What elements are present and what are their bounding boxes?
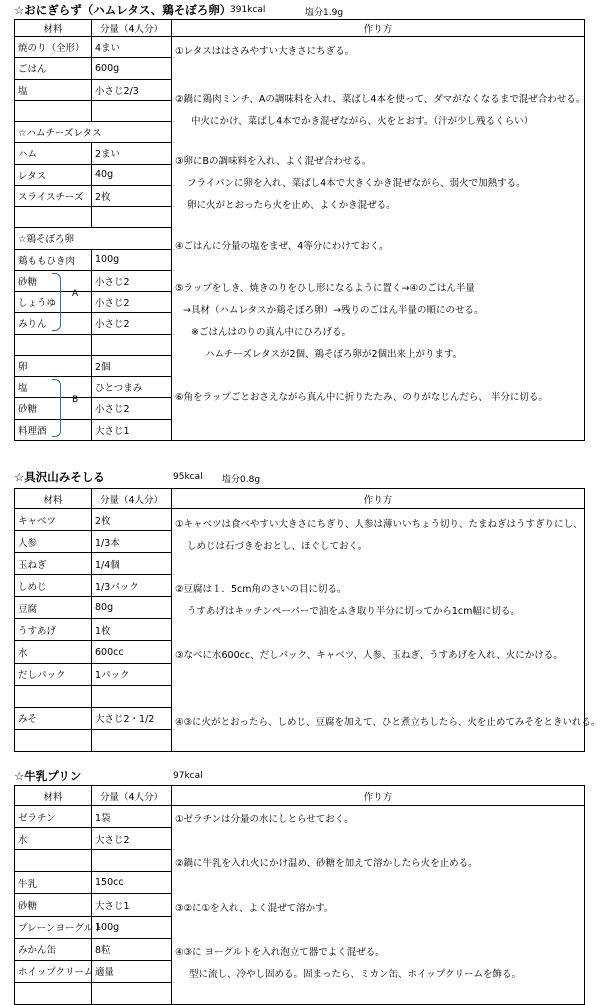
ingredient-amount: 80g <box>92 597 172 619</box>
subsection-title: ☆ハムチーズレタス <box>15 122 172 143</box>
ingredient-name <box>15 850 92 872</box>
ingredient-row <box>15 37 585 58</box>
header-method: 作り方 <box>172 786 585 806</box>
ingredient-name <box>15 334 92 355</box>
method-step: ⑤ラップをしき、焼きのりをひし形になるように置く→④のごはん半量 <box>175 283 475 294</box>
ingredient-name: レタス <box>15 164 92 185</box>
ingredient-row <box>15 806 585 828</box>
ingredient-name: うすあげ <box>15 619 92 641</box>
method-step: ※ごはんはのりの真ん中にひろげる。 <box>191 327 351 338</box>
method-step: ⑥角をラップごとおさえながら真ん中に折りたたみ、のりがなじんだら、 半分に切る。 <box>175 392 548 403</box>
ingredient-name: みそ <box>15 707 92 729</box>
ingredient-amount: 40g <box>92 164 172 185</box>
method-step: 中火にかけ、菜ばし4本でかき混ぜながら、火をとおす。（汁が少し残るくらい） <box>191 116 534 127</box>
ingredient-amount: 2まい <box>92 143 172 164</box>
seasoning-brace <box>52 273 61 331</box>
ingredient-name: しょうゆ <box>15 292 92 313</box>
ingredient-amount: 大さじ2 <box>92 828 172 850</box>
method-step: 型に流し、冷やし固める。固まったら、ミカン缶、ホイップクリームを飾る。 <box>189 969 522 980</box>
ingredient-name: 塩 <box>15 79 92 100</box>
ingredient-amount: 1パック <box>92 663 172 685</box>
ingredient-amount: 大さじ2・1/2 <box>92 707 172 729</box>
method-step: ハムチーズレタスが2個、鶏そぼろ卵が2個出来上がります。 <box>205 349 463 360</box>
recipe-table <box>14 488 600 752</box>
ingredient-amount: 600cc <box>92 641 172 663</box>
ingredient-name: 牛乳 <box>15 872 92 894</box>
ingredient-amount <box>92 982 172 1004</box>
ingredient-name: キャベツ <box>15 509 92 531</box>
kcal-label: 97kcal <box>173 771 203 781</box>
method-step: 卵に火がとおったら火を止め、よくかき混ぜる。 <box>187 200 396 211</box>
salt-label: 塩分0.8g <box>222 475 261 485</box>
ingredient-amount: 100g <box>92 916 172 938</box>
recipe-title: ☆具沢山みそしる <box>14 470 105 484</box>
ingredient-amount: 1/4個 <box>92 553 172 575</box>
ingredient-name: しめじ <box>15 575 92 597</box>
method-step: ③なべに水600cc、だしパック、キャベツ、人参、玉ねぎ、うすあげを入れ、火にかける。 <box>175 650 563 661</box>
ingredient-name: だしパック <box>15 663 92 685</box>
method-step: ②豆腐は１．5cm角のさいの目に切る。 <box>175 584 347 595</box>
ingredient-amount <box>92 334 172 355</box>
ingredient-name: ゼラチン <box>15 806 92 828</box>
method-step: フライパンに卵を入れ、菜ばし4本で大きくかき混ぜながら、弱火で加熱する。 <box>187 178 526 189</box>
ingredient-amount <box>92 729 172 751</box>
recipe-title: ☆おにぎらず（ハムレタス、鶏そぼろ卵） <box>14 3 232 17</box>
header-method: 作り方 <box>172 489 585 509</box>
ingredient-name <box>15 982 92 1004</box>
header-method: 作り方 <box>172 20 585 37</box>
ingredient-name: 豆腐 <box>15 597 92 619</box>
ingredient-name: ハム <box>15 143 92 164</box>
ingredient-amount: 小さじ2 <box>92 270 172 291</box>
ingredient-name <box>15 100 92 121</box>
ingredient-amount: 4まい <box>92 37 172 58</box>
brace-label: B <box>72 395 79 405</box>
kcal-label: 391kcal <box>230 5 266 15</box>
ingredient-amount: 小さじ2 <box>92 313 172 334</box>
seasoning-brace <box>52 379 61 437</box>
ingredient-name: スライスチーズ <box>15 185 92 206</box>
method-step: しめじは石づきをおとし、ほぐしておく。 <box>187 541 368 552</box>
ingredient-name: 鶏ももひき肉 <box>15 249 92 270</box>
method-step: ④③に ヨーグルトを入れ泡立て器でよく混ぜる。 <box>175 947 385 958</box>
ingredient-name: 料理酒 <box>15 419 92 440</box>
ingredient-amount: 大さじ1 <box>92 419 172 440</box>
ingredient-name <box>15 685 92 707</box>
ingredient-amount: 小さじ2 <box>92 398 172 419</box>
brace-label: A <box>72 289 79 299</box>
method-step: ④③に火がとおったら、しめじ、豆腐を加えて、ひと煮立ちしたら、火を止めてみそをときいれる。 <box>175 717 600 728</box>
ingredient-amount <box>92 685 172 707</box>
ingredient-amount: ひとつまみ <box>92 377 172 398</box>
ingredient-name: 砂糖 <box>15 894 92 916</box>
method-step: ①ゼラチンは分量の水にしとらせておく。 <box>175 814 354 825</box>
recipe-title: ☆牛乳プリン <box>14 769 82 783</box>
ingredient-amount: 1/3パック <box>92 575 172 597</box>
method-step: ①レタスははさみやすい大きさにちぎる。 <box>175 46 355 57</box>
recipe-table <box>14 19 585 441</box>
method-steps <box>172 509 600 752</box>
ingredient-name: みりん <box>15 313 92 334</box>
ingredient-amount: 600g <box>92 58 172 79</box>
ingredient-name: 玉ねぎ <box>15 553 92 575</box>
header-amount: 分量（4人分） <box>92 20 172 37</box>
header-material: 材料 <box>15 489 92 509</box>
ingredient-name: 水 <box>15 641 92 663</box>
ingredient-name: 砂糖 <box>15 398 92 419</box>
ingredient-amount: 1/3本 <box>92 531 172 553</box>
ingredient-name <box>15 729 92 751</box>
method-steps <box>172 806 585 1005</box>
method-step: →具材（ハムレタスか鶏そぼろ卵）→残りのごはん半量の順にのせる。 <box>183 305 484 316</box>
method-step: ①キャベツは食べやすい大きさにちぎり、人参は薄いいちょう切り、たまねぎはうすぎりにし、 <box>175 519 583 530</box>
ingredient-name <box>15 207 92 228</box>
recipe-table <box>14 785 585 1005</box>
ingredient-amount: 150cc <box>92 872 172 894</box>
ingredient-amount: 大さじ1 <box>92 894 172 916</box>
method-step: ②鍋に牛乳を入れ火にかけ温め、砂糖を加えて溶かしたら火を止める。 <box>175 858 478 869</box>
header-amount: 分量（4人分） <box>92 489 172 509</box>
method-step: ③卵にBの調味料を入れ、よく混ぜ合わせる。 <box>175 156 372 167</box>
ingredient-amount: 1袋 <box>92 806 172 828</box>
method-steps <box>172 37 585 441</box>
method-step: ④ごはんに分量の塩をまぜ、4等分にわけておく。 <box>175 241 389 252</box>
subsection-title: ☆鶏そぼろ卵 <box>15 228 172 249</box>
ingredient-amount: 小さじ2 <box>92 292 172 313</box>
kcal-label: 95kcal <box>173 472 203 482</box>
header-amount: 分量（4人分） <box>92 786 172 806</box>
method-step: ②鍋に鶏肉ミンチ、Aの調味料を入れ、菜ばし4本を使って、ダマがなくなるまで混ぜ合わせる。 <box>175 94 586 105</box>
ingredient-amount: 1枚 <box>92 619 172 641</box>
ingredient-amount <box>92 100 172 121</box>
header-material: 材料 <box>15 20 92 37</box>
ingredient-name: 砂糖 <box>15 270 92 291</box>
method-step: うすあげはキッチンペーパーで油をふき取り半分に切ってから1cm幅に切る。 <box>187 606 520 617</box>
ingredient-amount: 適量 <box>92 960 172 982</box>
ingredient-name: 卵 <box>15 355 92 376</box>
ingredient-name: ホイップクリーム <box>15 960 92 982</box>
ingredient-amount <box>92 207 172 228</box>
salt-label: 塩分1.9g <box>305 8 344 18</box>
ingredient-name: 水 <box>15 828 92 850</box>
ingredient-amount: 2個 <box>92 355 172 376</box>
method-step: ③②に①を入れ、よく混ぜて溶かす。 <box>175 903 334 914</box>
ingredient-row <box>15 509 585 531</box>
header-material: 材料 <box>15 786 92 806</box>
ingredient-name: 焼のり（全形） <box>15 37 92 58</box>
ingredient-name: ごはん <box>15 58 92 79</box>
ingredient-amount: 小さじ2/3 <box>92 79 172 100</box>
ingredient-name: プレーンヨーグルト <box>15 916 92 938</box>
ingredient-amount: 100g <box>92 249 172 270</box>
ingredient-amount: 2枚 <box>92 185 172 206</box>
ingredient-name: 塩 <box>15 377 92 398</box>
ingredient-amount: 2枚 <box>92 509 172 531</box>
ingredient-amount: 8粒 <box>92 938 172 960</box>
ingredient-name: みかん缶 <box>15 938 92 960</box>
ingredient-name: 人参 <box>15 531 92 553</box>
ingredient-amount <box>92 850 172 872</box>
